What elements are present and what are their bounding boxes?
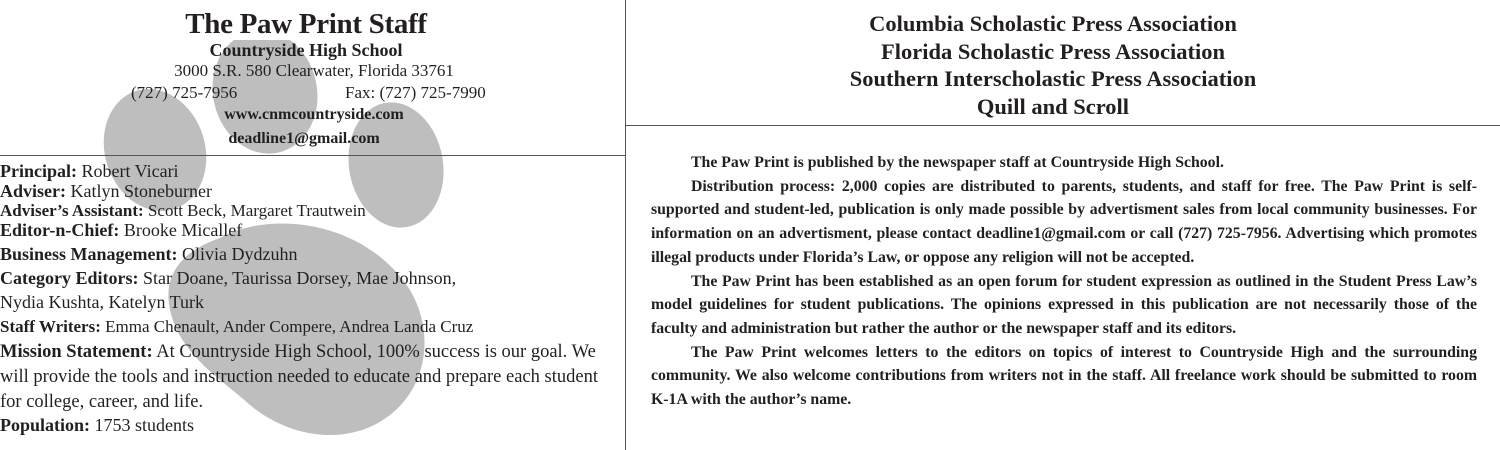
category-names-line2: Nydia Kushta, Katelyn Turk [0, 292, 204, 312]
business-name: Olivia Dydzuhn [182, 244, 298, 264]
association-item: Southern Interscholastic Press Association [849, 66, 1257, 91]
category-row-continued [0, 292, 612, 313]
assistant-names: Scott Beck, Margaret Trautwein [147, 201, 366, 220]
population-value: 1753 students [94, 415, 195, 435]
editor-label: Editor-n-Chief: [0, 220, 120, 240]
paragraph-open-forum: The Paw Print has been established as an open forum for student expression as outlined in the Student Press Law’s model guidelines for student publications. The opinions expressed in this publication are not necessarily those of the faculty and administration but rather the author or the newspaper staff and its editors. [651, 272, 1477, 337]
staff-header-rule [0, 155, 625, 156]
association-list [626, 10, 1480, 120]
principal-row [0, 161, 612, 182]
association-item: Florida Scholastic Press Association [881, 38, 1225, 64]
principal-label: Principal: [0, 161, 77, 181]
editor-row [0, 220, 612, 241]
fax-number: Fax: (727) 725-7990 [345, 83, 486, 102]
mission-statement [0, 340, 612, 415]
paragraph-distribution: Distribution process: 2,000 copies are distributed to parents, students, and staff for free. The Paw Print is self-supported and student-led, publication is only made possible by advertisment sales from local community businesses. For information on an advertisment, please contact deadline1@gmail.com or call (727) 725-7956. Advertising which promotes illegal products under Florida’s Law, or oppose any religion will not be accepted. [651, 177, 1477, 266]
assistant-row [0, 201, 612, 220]
association-rule [626, 125, 1500, 126]
population-row [0, 415, 612, 436]
category-names-line1: Star Doane, Taurissa Dorsey, Mae Johnson, [142, 268, 457, 288]
staff-list [0, 161, 612, 436]
school-name: Countryside High School [209, 40, 403, 60]
writers-names: Emma Chenault, Ander Compere, Andrea Landa Cruz [105, 317, 474, 336]
category-label: Category Editors: [0, 268, 139, 288]
business-label: Business Management: [0, 244, 178, 264]
association-item: Columbia Scholastic Press Association [869, 11, 1237, 36]
email-link[interactable]: deadline1@gmail.com [228, 130, 380, 147]
school-address: 3000 S.R. 580 Clearwater, Florida 33761 [174, 61, 454, 80]
category-row [0, 268, 612, 289]
population-label: Population: [0, 415, 91, 435]
principal-name: Robert Vicari [81, 161, 179, 181]
website-link[interactable]: www.cnmcountryside.com [224, 106, 404, 123]
mission-label: Mission Statement: [0, 342, 153, 362]
writers-row [0, 316, 612, 337]
association-item: Quill and Scroll [976, 93, 1130, 119]
staff-title: The Paw Print Staff [185, 8, 427, 40]
phone-number: (727) 725-7956 [131, 83, 238, 102]
assistant-label: Adviser’s Assistant: [0, 201, 144, 220]
paragraph-letters: The Paw Print welcomes letters to the editors on topics of interest to Countryside High and the surrounding community. We also welcome contributions from writers not in the staff. All freelance work should be submitted to room K-1A with the author’s name. [651, 343, 1477, 409]
editor-name: Brooke Micallef [123, 220, 243, 240]
adviser-row [0, 182, 612, 201]
business-row [0, 244, 612, 265]
adviser-name: Katlyn Stoneburner [70, 181, 212, 201]
writers-label: Staff Writers: [0, 317, 101, 336]
adviser-label: Adviser: [0, 181, 66, 201]
paragraph-publisher: The Paw Print is published by the newspaper staff at Countryside High School. [691, 154, 1224, 171]
publication-info [651, 151, 1477, 412]
mission-text: At Countryside High School, 100% success is our goal. We will provide the tools and instruction needed to educate and prepare each student for college, career, and life. [0, 342, 598, 412]
